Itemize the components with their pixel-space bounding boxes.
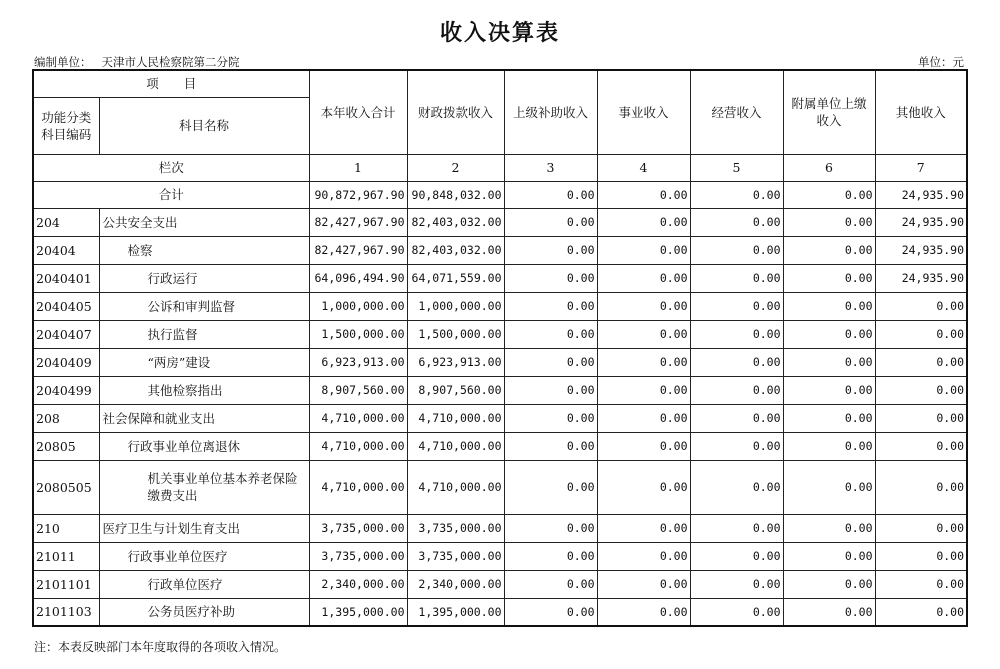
row-value: 4,710,000.00 bbox=[309, 460, 407, 514]
row-code: 2040499 bbox=[33, 376, 99, 404]
report-title: 收入决算表 bbox=[439, 20, 560, 46]
row-value: 0.00 bbox=[690, 460, 783, 514]
row-value: 4,710,000.00 bbox=[407, 460, 504, 514]
row-value: 0.00 bbox=[597, 320, 690, 348]
col-index-label: 栏次 bbox=[33, 154, 309, 181]
header-col-2: 财政拨款收入 bbox=[407, 70, 504, 154]
row-value: 0.00 bbox=[783, 208, 875, 236]
table-row bbox=[33, 514, 967, 542]
table-row bbox=[33, 236, 967, 264]
row-value: 24,935.90 bbox=[875, 236, 967, 264]
row-value: 0.00 bbox=[504, 376, 597, 404]
header-col-4: 事业收入 bbox=[597, 70, 690, 154]
row-value: 4,710,000.00 bbox=[407, 432, 504, 460]
row-value: 1,500,000.00 bbox=[309, 320, 407, 348]
row-value: 0.00 bbox=[597, 208, 690, 236]
row-value: 0.00 bbox=[875, 598, 967, 626]
row-value: 0.00 bbox=[783, 514, 875, 542]
row-value: 0.00 bbox=[783, 292, 875, 320]
row-value: 0.00 bbox=[504, 404, 597, 432]
row-value: 0.00 bbox=[690, 264, 783, 292]
compiling-unit-name: 天津市人民检察院第二分院 bbox=[101, 55, 240, 69]
row-name: 社会保障和就业支出 bbox=[99, 404, 309, 432]
row-code: 208 bbox=[33, 404, 99, 432]
row-value: 0.00 bbox=[875, 320, 967, 348]
col-index: 5 bbox=[690, 154, 783, 181]
row-value: 8,907,560.00 bbox=[407, 376, 504, 404]
row-value: 0.00 bbox=[504, 292, 597, 320]
row-value: 0.00 bbox=[690, 320, 783, 348]
row-value: 0.00 bbox=[597, 598, 690, 626]
header-col-5: 经营收入 bbox=[690, 70, 783, 154]
col-index: 1 bbox=[309, 154, 407, 181]
row-value: 0.00 bbox=[783, 264, 875, 292]
row-name: 执行监督 bbox=[99, 320, 309, 348]
row-value: 0.00 bbox=[597, 542, 690, 570]
table-row bbox=[33, 570, 967, 598]
col-index: 3 bbox=[504, 154, 597, 181]
row-value: 0.00 bbox=[690, 376, 783, 404]
row-value: 3,735,000.00 bbox=[309, 514, 407, 542]
row-value: 3,735,000.00 bbox=[407, 542, 504, 570]
row-code: 2040401 bbox=[33, 264, 99, 292]
col-index: 4 bbox=[597, 154, 690, 181]
row-value: 0.00 bbox=[875, 404, 967, 432]
row-value: 0.00 bbox=[504, 460, 597, 514]
row-value: 0.00 bbox=[504, 598, 597, 626]
total-value: 0.00 bbox=[690, 181, 783, 208]
col-index: 2 bbox=[407, 154, 504, 181]
row-value: 0.00 bbox=[504, 348, 597, 376]
row-value: 0.00 bbox=[690, 542, 783, 570]
total-value: 0.00 bbox=[783, 181, 875, 208]
row-value: 0.00 bbox=[783, 432, 875, 460]
row-value: 0.00 bbox=[690, 404, 783, 432]
footnote: 注：本表反映部门本年度取得的各项收入情况。 bbox=[34, 640, 287, 654]
row-code: 2080505 bbox=[33, 460, 99, 514]
row-value: 0.00 bbox=[875, 432, 967, 460]
row-value: 2,340,000.00 bbox=[309, 570, 407, 598]
row-value: 0.00 bbox=[783, 236, 875, 264]
row-value: 4,710,000.00 bbox=[309, 432, 407, 460]
row-value: 0.00 bbox=[783, 376, 875, 404]
row-value: 0.00 bbox=[597, 570, 690, 598]
row-value: 0.00 bbox=[875, 376, 967, 404]
row-code: 21011 bbox=[33, 542, 99, 570]
row-value: 1,000,000.00 bbox=[407, 292, 504, 320]
row-value: 82,403,032.00 bbox=[407, 208, 504, 236]
row-value: 0.00 bbox=[597, 292, 690, 320]
row-value: 0.00 bbox=[597, 376, 690, 404]
row-value: 0.00 bbox=[597, 236, 690, 264]
row-code: 2101103 bbox=[33, 598, 99, 626]
total-value: 90,872,967.90 bbox=[309, 181, 407, 208]
row-name: 其他检察指出 bbox=[99, 376, 309, 404]
row-name: 公共安全支出 bbox=[99, 208, 309, 236]
row-value: 0.00 bbox=[783, 542, 875, 570]
row-value: 0.00 bbox=[597, 432, 690, 460]
row-value: 0.00 bbox=[690, 348, 783, 376]
total-value: 0.00 bbox=[597, 181, 690, 208]
row-name: 机关事业单位基本养老保险缴费支出 bbox=[99, 460, 309, 514]
row-value: 1,395,000.00 bbox=[407, 598, 504, 626]
currency-unit: 单位：元 bbox=[918, 55, 964, 69]
row-name: 公务员医疗补助 bbox=[99, 598, 309, 626]
row-value: 0.00 bbox=[783, 460, 875, 514]
row-name: 医疗卫生与计划生育支出 bbox=[99, 514, 309, 542]
row-value: 0.00 bbox=[875, 292, 967, 320]
row-value: 1,500,000.00 bbox=[407, 320, 504, 348]
total-value: 24,935.90 bbox=[875, 181, 967, 208]
row-value: 0.00 bbox=[875, 514, 967, 542]
header-name: 科目名称 bbox=[99, 97, 309, 154]
row-value: 0.00 bbox=[690, 292, 783, 320]
table-row bbox=[33, 320, 967, 348]
row-name: 行政事业单位医疗 bbox=[99, 542, 309, 570]
row-value: 64,096,494.90 bbox=[309, 264, 407, 292]
row-value: 0.00 bbox=[783, 404, 875, 432]
row-value: 0.00 bbox=[597, 348, 690, 376]
total-label: 合计 bbox=[33, 181, 309, 208]
row-value: 0.00 bbox=[504, 542, 597, 570]
table-row bbox=[33, 404, 967, 432]
row-value: 0.00 bbox=[597, 514, 690, 542]
row-value: 4,710,000.00 bbox=[309, 404, 407, 432]
header-col-7: 其他收入 bbox=[875, 70, 967, 154]
table-row bbox=[33, 542, 967, 570]
header-col-6: 附属单位上缴收入 bbox=[783, 70, 875, 154]
row-value: 4,710,000.00 bbox=[407, 404, 504, 432]
row-value: 3,735,000.00 bbox=[407, 514, 504, 542]
row-name: 行政单位医疗 bbox=[99, 570, 309, 598]
row-value: 1,395,000.00 bbox=[309, 598, 407, 626]
col-index: 7 bbox=[875, 154, 967, 181]
table-row bbox=[33, 292, 967, 320]
row-name: “两房”建设 bbox=[99, 348, 309, 376]
row-code: 210 bbox=[33, 514, 99, 542]
row-value: 1,000,000.00 bbox=[309, 292, 407, 320]
total-value: 0.00 bbox=[504, 181, 597, 208]
row-value: 64,071,559.00 bbox=[407, 264, 504, 292]
row-name: 检察 bbox=[99, 236, 309, 264]
header-col-3: 上级补助收入 bbox=[504, 70, 597, 154]
row-value: 0.00 bbox=[783, 320, 875, 348]
row-value: 0.00 bbox=[504, 432, 597, 460]
row-code: 2040409 bbox=[33, 348, 99, 376]
header-item: 项 目 bbox=[33, 70, 309, 97]
row-value: 0.00 bbox=[597, 460, 690, 514]
table-row bbox=[33, 460, 967, 514]
row-value: 24,935.90 bbox=[875, 264, 967, 292]
row-value: 0.00 bbox=[690, 432, 783, 460]
row-value: 8,907,560.00 bbox=[309, 376, 407, 404]
row-value: 82,427,967.90 bbox=[309, 208, 407, 236]
row-value: 0.00 bbox=[504, 208, 597, 236]
row-value: 0.00 bbox=[504, 514, 597, 542]
compiling-unit-label: 编制单位： bbox=[34, 55, 92, 69]
row-value: 0.00 bbox=[690, 514, 783, 542]
row-code: 204 bbox=[33, 208, 99, 236]
row-value: 2,340,000.00 bbox=[407, 570, 504, 598]
row-value: 0.00 bbox=[504, 570, 597, 598]
row-value: 0.00 bbox=[875, 460, 967, 514]
row-value: 0.00 bbox=[690, 208, 783, 236]
col-index: 6 bbox=[783, 154, 875, 181]
table-row bbox=[33, 432, 967, 460]
table-row bbox=[33, 264, 967, 292]
income-table bbox=[32, 69, 968, 627]
row-code: 20805 bbox=[33, 432, 99, 460]
row-value: 24,935.90 bbox=[875, 208, 967, 236]
row-value: 0.00 bbox=[690, 598, 783, 626]
row-value: 0.00 bbox=[504, 320, 597, 348]
row-value: 0.00 bbox=[875, 570, 967, 598]
table-row bbox=[33, 348, 967, 376]
row-value: 6,923,913.00 bbox=[407, 348, 504, 376]
row-value: 0.00 bbox=[690, 236, 783, 264]
row-name: 行政运行 bbox=[99, 264, 309, 292]
row-code: 20404 bbox=[33, 236, 99, 264]
row-value: 3,735,000.00 bbox=[309, 542, 407, 570]
header-col-1: 本年收入合计 bbox=[309, 70, 407, 154]
header-code: 功能分类科目编码 bbox=[33, 97, 99, 154]
row-value: 0.00 bbox=[690, 570, 783, 598]
table-row bbox=[33, 598, 967, 626]
row-value: 82,427,967.90 bbox=[309, 236, 407, 264]
row-code: 2040405 bbox=[33, 292, 99, 320]
row-value: 0.00 bbox=[783, 348, 875, 376]
row-value: 6,923,913.00 bbox=[309, 348, 407, 376]
table-row bbox=[33, 208, 967, 236]
row-value: 0.00 bbox=[504, 264, 597, 292]
row-value: 0.00 bbox=[783, 570, 875, 598]
row-code: 2040407 bbox=[33, 320, 99, 348]
row-value: 0.00 bbox=[597, 264, 690, 292]
row-value: 0.00 bbox=[504, 236, 597, 264]
row-value: 0.00 bbox=[783, 598, 875, 626]
row-name: 公诉和审判监督 bbox=[99, 292, 309, 320]
row-value: 0.00 bbox=[875, 542, 967, 570]
row-name: 行政事业单位离退休 bbox=[99, 432, 309, 460]
row-code: 2101101 bbox=[33, 570, 99, 598]
compiling-unit bbox=[34, 54, 250, 70]
table-row bbox=[33, 376, 967, 404]
row-value: 0.00 bbox=[875, 348, 967, 376]
row-value: 0.00 bbox=[597, 404, 690, 432]
total-value: 90,848,032.00 bbox=[407, 181, 504, 208]
row-value: 82,403,032.00 bbox=[407, 236, 504, 264]
